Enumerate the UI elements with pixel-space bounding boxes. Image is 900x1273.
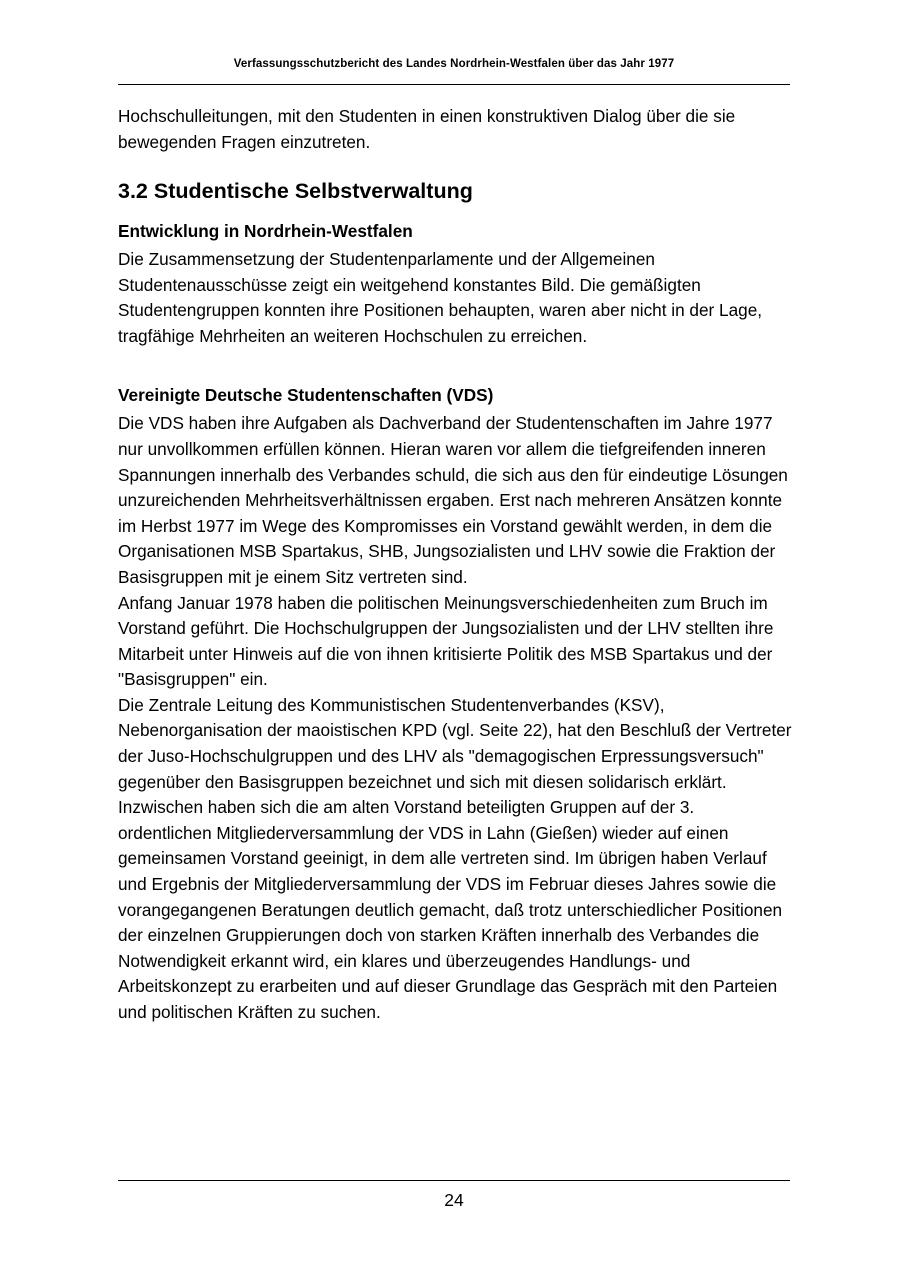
subheading-entwicklung: Entwicklung in Nordrhein-Westfalen [118, 220, 413, 241]
paragraph-1: Die Zusammensetzung der Studentenparlamente und der Allgemeinen Studentenausschüsse zeigt ein weitgehend konstantes Bild. Die gemäßigten Studentengruppen konnten ihre Positionen behaupten, waren aber nicht in der Lage, tragfähige Mehrheiten an weiteren Hochschulen zu erreichen. [118, 248, 763, 346]
section-heading: 3.2 Studentische Selbstverwaltung [118, 179, 473, 204]
page-number: 24 [444, 1190, 464, 1210]
intro-paragraph: Hochschulleitungen, mit den Studenten in einen konstruktiven Dialog über die sie bewegenden Fragen einzutreten. [118, 106, 736, 152]
footer-divider [118, 1180, 790, 1181]
running-header-title: Verfassungsschutzbericht des Landes Nordrhein-Westfalen über das Jahr 1977 [233, 58, 675, 70]
header-divider [118, 84, 790, 85]
page-content [118, 104, 792, 1026]
paragraph-4: Die Zentrale Leitung des Kommunistischen Studentenverbandes (KSV), Nebenorganisation der maoistischen KPD (vgl. Seite 22), hat den Beschluß der Vertreter der Juso-Hochschulgruppen und des LHV als "demagogischen Erpressungsversuch" gegenüber den Basisgruppen bezeichnet und sich mit diesen solidarisch erklärt. [118, 694, 792, 792]
subheading-vds: Vereinigte Deutsche Studentenschaften (VDS) [118, 385, 494, 406]
paragraph-2: Die VDS haben ihre Aufgaben als Dachverband der Studentenschaften im Jahre 1977 nur unvollkommen erfüllen können. Hieran waren vor allem die tiefgreifenden inneren Spannungen innerhalb des Verbandes schuld, die sich aus den für eindeutige Lösungen unzureichenden Mehrheitsverhältnissen ergaben. Erst nach mehreren Ansätzen konnte im Herbst 1977 im Wege des Kompromisses ein Vorstand gewählt werden, in dem die Organisationen MSB Spartakus, SHB, Jungsozialisten und LHV sowie die Fraktion der Basisgruppen mit je einem Sitz vertreten sind. [118, 413, 788, 587]
page-header [118, 58, 790, 72]
paragraph-3: Anfang Januar 1978 haben die politischen Meinungsverschiedenheiten zum Bruch im Vorstand geführt. Die Hochschulgruppen der Jungsozialisten und der LHV stellten ihre Mitarbeit unter Hinweis auf die von ihnen kritisierte Politik des MSB Spartakus und der "Basisgruppen" ein. [118, 592, 774, 690]
paragraph-5: Inzwischen haben sich die am alten Vorstand beteiligten Gruppen auf der 3. ordentlichen Mitgliederversammlung der VDS in Lahn (Gießen) wieder auf einen gemeinsamen Vorstand geeinigt, in dem alle vertreten sind. Im übrigen haben Verlauf und Ergebnis der Mitgliederversammlung der VDS im Februar dieses Jahres sowie die vorangegangenen Beratungen deutlich gemacht, daß trotz unterschiedlicher Positionen der einzelnen Gruppierungen doch von starken Kräften innerhalb des Verbandes die Notwendigkeit erkannt wird, ein klares und überzeugendes Handlungs- und Arbeitskonzept zu erarbeiten und auf dieser Grundlage das Gespräch mit den Parteien und politischen Kräften zu suchen. [118, 797, 783, 1023]
